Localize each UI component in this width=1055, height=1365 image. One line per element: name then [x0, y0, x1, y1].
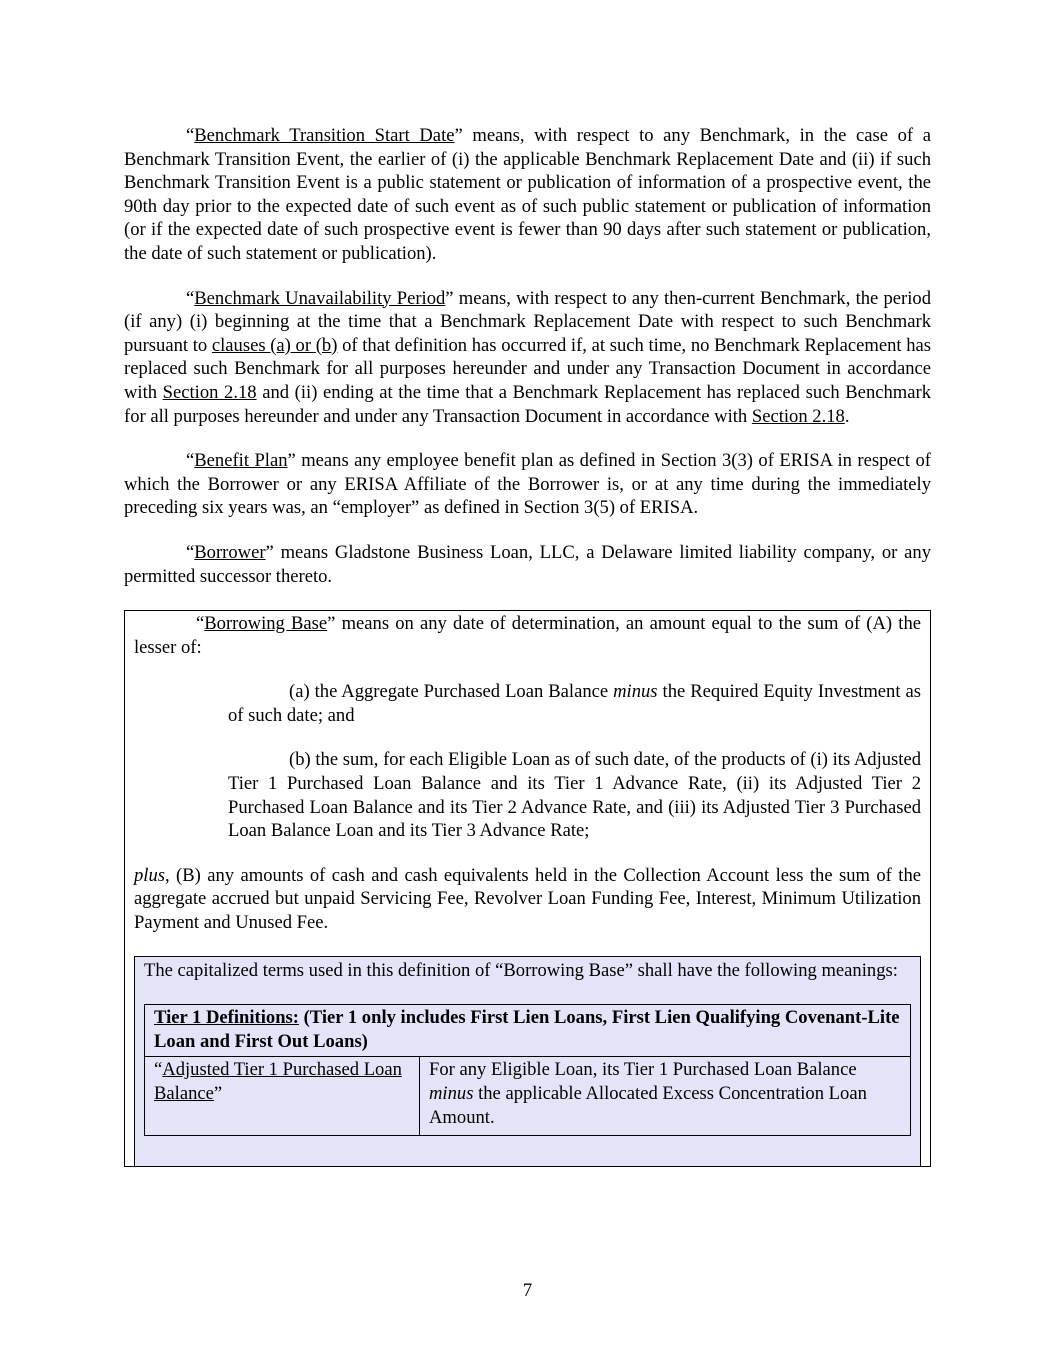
borrowing-base-box [124, 610, 931, 1167]
table-header-row [145, 1005, 911, 1057]
definition-benchmark-transition-start-date: “Benchmark Transition Start Date” means, with respect to any Benchmark, in the case of a Benchmark Transition Event, the earlier of (i) the applicable Benchmark Replacement Date and (ii) if such Benchmark Transition Event is a public statement or publication of information of a prospective event, the 90th day prior to the expected date of such event as of such public statement or publication of information (or if the expected date of such prospective event is fewer than 90 days after such statement or publication, the date of such statement or publication). [124, 125, 931, 264]
clause-a: (a) the Aggregate Purchased Loan Balance minus the Required Equity Investment as of such date; and [228, 681, 921, 726]
cross-reference: Section 2.18 [162, 381, 257, 403]
defined-term: Borrower [194, 541, 266, 563]
defined-term: Benchmark Transition Start Date [194, 125, 455, 146]
table-cell-term: “Adjusted Tier 1 Purchased Loan Balance” [145, 1057, 420, 1136]
definition-benefit-plan: “Benefit Plan” means any employee benefit plan as defined in Section 3(3) of ERISA in respect of which the Borrower or any ERISA Affiliate of the Borrower is, or at any time during the immediately preceding six years was, an “employer” as defined in Section 3(5) of ERISA. [124, 450, 931, 519]
clause-b: (b) the sum, for each Eligible Loan as of such date, of the products of (i) its Adjusted Tier 1 Purchased Loan Balance and its Tier 1 Advance Rate, (ii) its Adjusted Tier 2 Purchased Loan Balance and its Tier 2 Advance Rate, and (iii) its Adjusted Tier 3 Purchased Loan Balance Loan and its Tier 3 Advance Rate; [228, 749, 921, 842]
borrowing-base-intro: “Borrowing Base” means on any date of determination, an amount equal to the sum of (A) the lesser of: [134, 613, 922, 658]
defined-term: Benefit Plan [194, 450, 288, 472]
table-row [145, 1057, 911, 1136]
page-content [124, 124, 931, 1167]
cross-reference: clauses (a) or (b) [211, 334, 338, 356]
definitions-panel [134, 956, 921, 1166]
clause-plus: plus, (B) any amounts of cash and cash equivalents held in the Collection Account less the sum of the aggregate accrued but unpaid Servicing Fee, Revolver Loan Funding Fee, Interest, Minimum Utilization Payment and Unused Fee. [134, 864, 921, 934]
page-number: 7 [522, 1280, 533, 1301]
definition-borrower: “Borrower” means Gladstone Business Loan, LLC, a Delaware limited liability company, or any permitted successor thereto. [124, 541, 931, 587]
definition-benchmark-unavailability-period: “Benchmark Unavailability Period” means, with respect to any then-current Benchmark, the period (if any) (i) beginning at the time that a Benchmark Replacement Date with respect to such Benchmark pursuant to clauses (a) or (b) of that definition has occurred if, at such time, no Benchmark Replacement has replaced such Benchmark for all purposes hereunder and under any Transaction Document in accordance with Section 2.18 and (ii) ending at the time that a Benchmark Replacement has replaced such Benchmark for all purposes hereunder and under any Transaction Document in accordance with Section 2.18. [124, 287, 931, 427]
tier-1-table [144, 1004, 911, 1136]
cross-reference: Section 2.18 [751, 405, 845, 427]
tier-1-heading: Tier 1 Definitions: (Tier 1 only includes First Lien Loans, First Lien Qualifying Covenant-Lite Loan and First Out Loans) [145, 1005, 911, 1057]
defined-term: Benchmark Unavailability Period [194, 287, 446, 309]
defined-term: Borrowing Base [204, 613, 328, 635]
definitions-intro: The capitalized terms used in this definition of “Borrowing Base” shall have the following meanings: [144, 959, 898, 981]
table-cell-definition: For any Eligible Loan, its Tier 1 Purchased Loan Balance minus the applicable Allocated Excess Concentration Loan Amount. [420, 1057, 911, 1136]
